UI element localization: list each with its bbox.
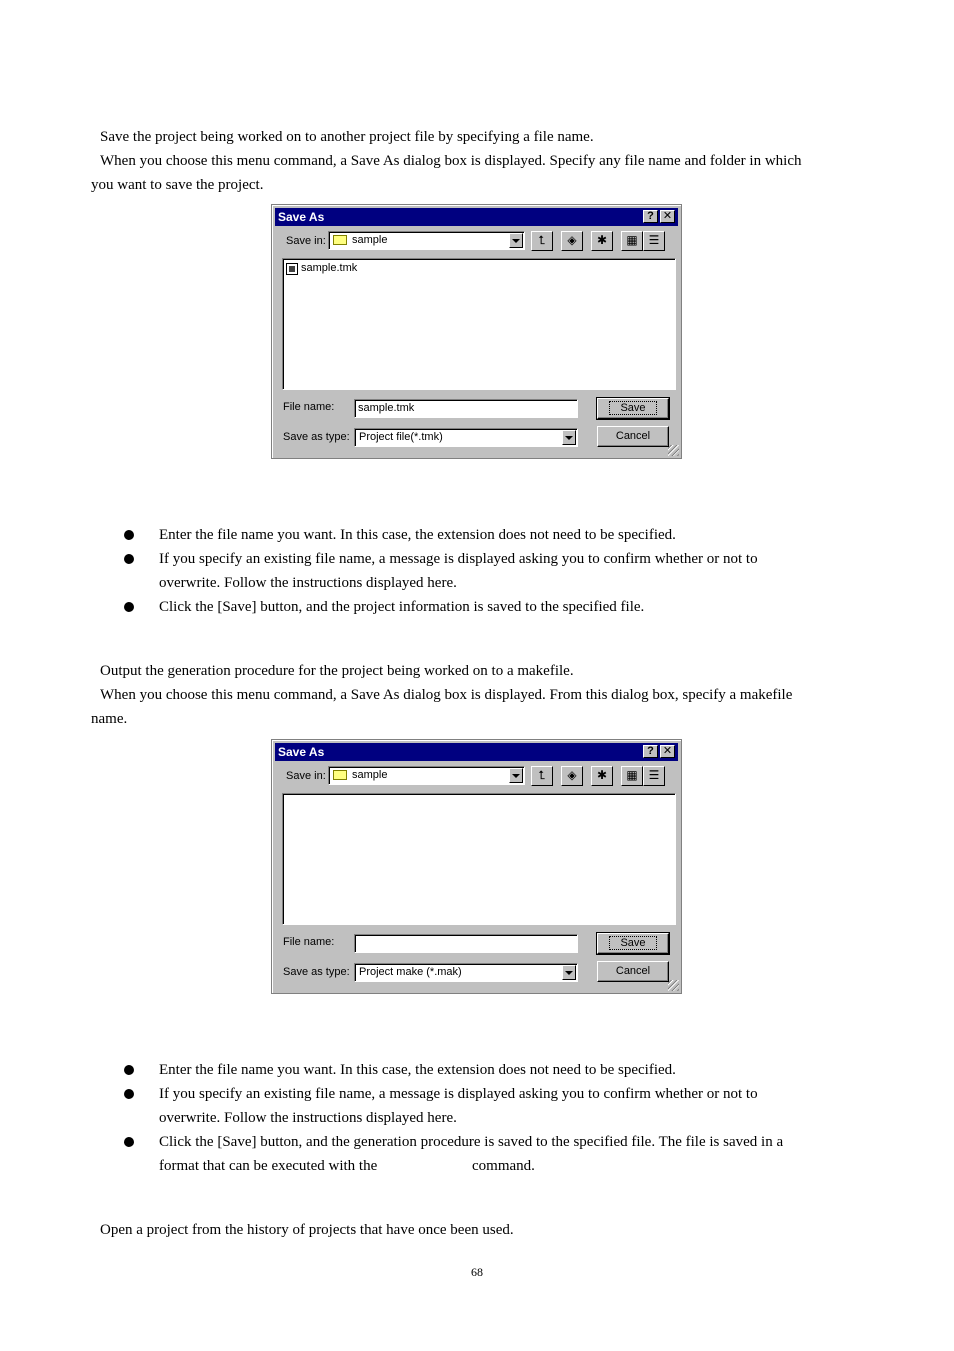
desktop-icon[interactable]: ◈	[561, 231, 583, 251]
save-button[interactable]: Save	[597, 398, 669, 419]
bullet2-2: If you specify an existing file name, a message is displayed asking you to confirm whether or not to	[159, 1086, 758, 1102]
bullet-icon	[124, 530, 134, 540]
dialog-title: Save As	[278, 210, 325, 224]
new-folder-icon[interactable]: ✱	[591, 231, 613, 251]
file-list[interactable]	[282, 258, 676, 390]
help-button[interactable]: ?	[643, 210, 658, 223]
section2-paragraph-2: When you choose this menu command, a Save As dialog box is displayed. From this dialog box, specify a makefile	[100, 687, 793, 703]
resize-grip-icon[interactable]	[668, 980, 679, 991]
bullet-icon	[124, 1089, 134, 1099]
dialog-title-bar	[275, 208, 678, 226]
save-as-type-label: Save as type:	[283, 966, 350, 978]
save-button[interactable]: Save	[597, 933, 669, 954]
file-name-input[interactable]	[354, 399, 578, 418]
save-as-type-label: Save as type:	[283, 431, 350, 443]
save-in-dropdown[interactable]	[328, 766, 525, 785]
chevron-down-icon[interactable]	[562, 965, 576, 980]
section2-paragraph-1: Output the generation procedure for the project being worked on to a makefile.	[100, 663, 574, 679]
save-as-type-value: Project make (*.mak)	[359, 966, 462, 978]
save-in-label: Save in:	[286, 235, 326, 247]
bullet2-1: Enter the file name you want. In this case, the extension does not need to be specified.	[159, 1062, 676, 1078]
bullet2-3: Click the [Save] button, and the generation procedure is saved to the specified file. The file is saved in a	[159, 1134, 784, 1150]
file-icon	[286, 263, 298, 275]
file-name: sample.tmk	[301, 262, 358, 274]
up-one-level-icon[interactable]: ⮤	[531, 766, 553, 786]
bullet2-3-cont-a: format that can be executed with the	[159, 1158, 378, 1174]
folder-icon	[333, 770, 347, 780]
section1-paragraph-1: Save the project being worked on to another project file by specifying a file name.	[100, 129, 594, 145]
file-name-value: sample.tmk	[358, 402, 415, 414]
help-button[interactable]: ?	[643, 745, 658, 758]
list-view-icon[interactable]: ▦	[621, 766, 643, 786]
section2-paragraph-2-cont: name.	[91, 711, 128, 727]
bullet1-3: Click the [Save] button, and the project information is saved to the specified file.	[159, 599, 645, 615]
save-as-type-dropdown[interactable]	[354, 963, 578, 982]
details-view-icon[interactable]: ☰	[643, 231, 665, 251]
chevron-down-icon[interactable]	[509, 768, 523, 783]
bullet-icon	[124, 1137, 134, 1147]
file-name-label: File name:	[283, 401, 335, 413]
save-in-dropdown[interactable]	[328, 231, 525, 250]
bullet-icon	[124, 1065, 134, 1075]
chevron-down-icon[interactable]	[562, 430, 576, 445]
file-name-input[interactable]	[354, 934, 578, 953]
save-in-value: sample	[352, 234, 388, 246]
up-one-level-icon[interactable]: ⮤	[531, 231, 553, 251]
chevron-down-icon[interactable]	[509, 233, 523, 248]
bullet-icon	[124, 602, 134, 612]
file-name-label: File name:	[283, 936, 335, 948]
new-folder-icon[interactable]: ✱	[591, 766, 613, 786]
bullet1-2: If you specify an existing file name, a message is displayed asking you to confirm whether or not to	[159, 551, 758, 567]
bullet-icon	[124, 554, 134, 564]
cancel-button[interactable]: Cancel	[597, 426, 669, 447]
close-button[interactable]: ✕	[660, 745, 675, 758]
cancel-button[interactable]: Cancel	[597, 961, 669, 982]
section1-paragraph-2: When you choose this menu command, a Save As dialog box is displayed. Specify any file name and folder in which	[100, 153, 802, 169]
save-as-type-value: Project file(*.tmk)	[359, 431, 443, 443]
page-number: 68	[471, 1265, 483, 1279]
dialog-title: Save As	[278, 745, 325, 759]
file-list[interactable]	[282, 793, 676, 925]
bullet1-2-cont: overwrite. Follow the instructions displayed here.	[159, 575, 457, 591]
save-in-label: Save in:	[286, 770, 326, 782]
bullet2-2-cont: overwrite. Follow the instructions displayed here.	[159, 1110, 457, 1126]
desktop-icon[interactable]: ◈	[561, 766, 583, 786]
bullet1-1: Enter the file name you want. In this case, the extension does not need to be specified.	[159, 527, 676, 543]
save-as-dialog-makefile	[271, 739, 682, 994]
dialog-title-bar	[275, 743, 678, 761]
save-as-dialog-project	[271, 204, 682, 459]
section1-paragraph-2-cont: you want to save the project.	[91, 177, 264, 193]
section3-paragraph-1: Open a project from the history of projects that have once been used.	[100, 1222, 514, 1238]
list-view-icon[interactable]: ▦	[621, 231, 643, 251]
save-in-value: sample	[352, 769, 388, 781]
folder-icon	[333, 235, 347, 245]
save-as-type-dropdown[interactable]	[354, 428, 578, 447]
details-view-icon[interactable]: ☰	[643, 766, 665, 786]
close-button[interactable]: ✕	[660, 210, 675, 223]
bullet2-3-cont-b: command.	[472, 1158, 535, 1174]
resize-grip-icon[interactable]	[668, 445, 679, 456]
